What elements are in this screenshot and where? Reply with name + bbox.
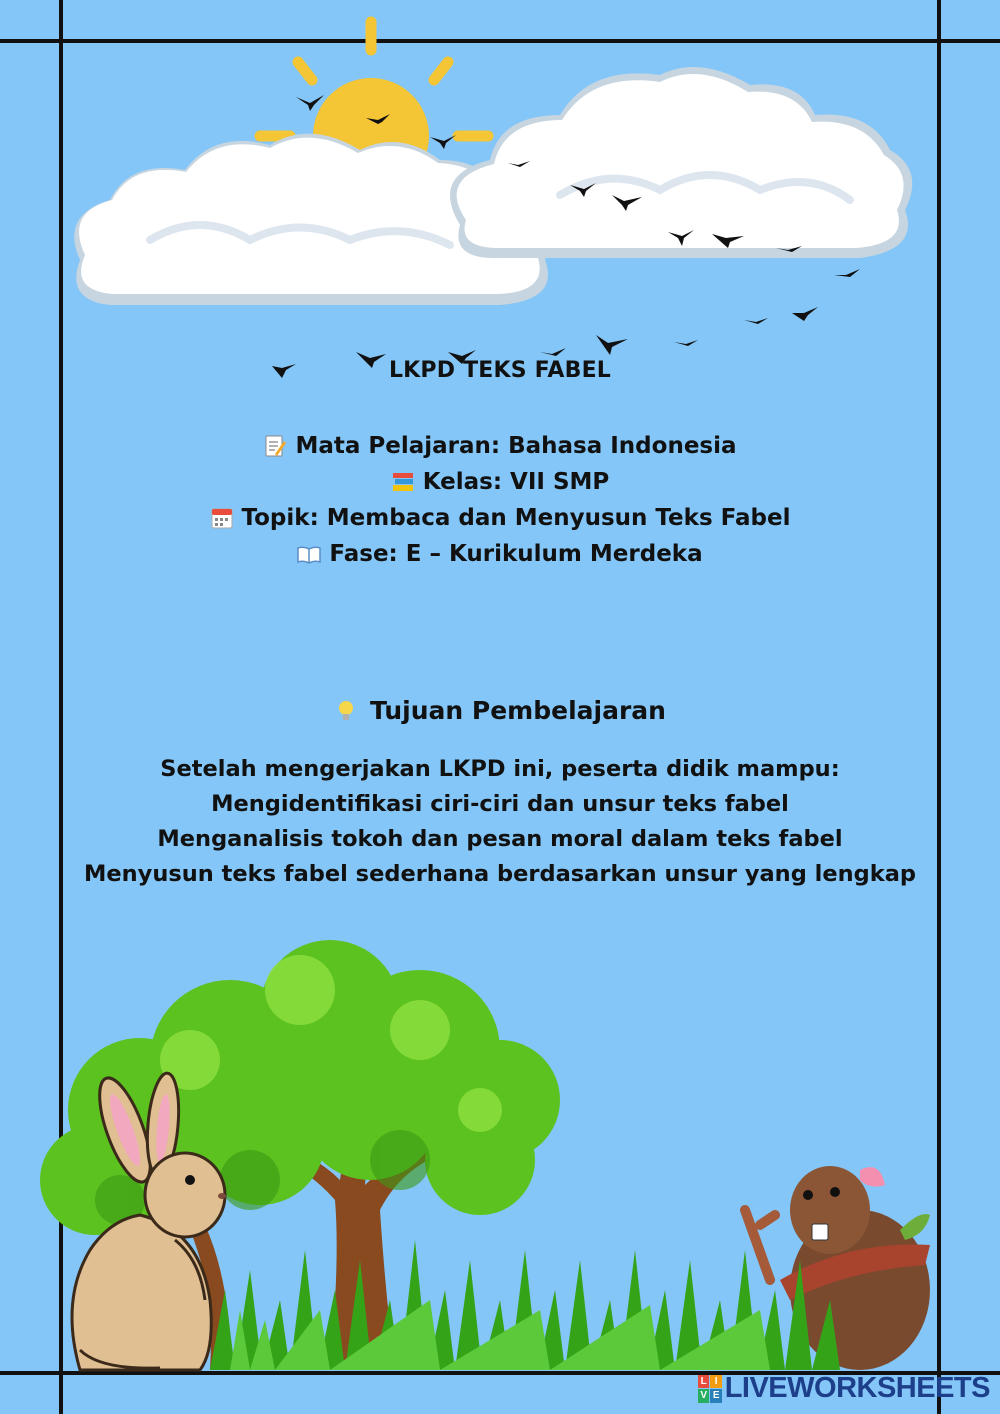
info-class-text: Kelas: VII SMP [422, 469, 610, 495]
info-phase-text: Fase: E – Kurikulum Merdeka [329, 541, 703, 567]
info-topic-text: Topik: Membaca dan Menyusun Teks Fabel [241, 505, 791, 531]
liveworksheets-logo-icon [698, 1375, 722, 1403]
objective-item: Menganalisis tokoh dan pesan moral dalam teks fabel [157, 826, 843, 852]
calendar-icon [210, 506, 234, 530]
logo-letter: V [698, 1389, 710, 1403]
open-book-icon [297, 542, 321, 566]
objectives-list [0, 752, 1000, 892]
books-icon [391, 470, 415, 494]
cloud-right [450, 67, 912, 258]
info-subject-text: Mata Pelajaran: Bahasa Indonesia [295, 433, 737, 459]
logo-letter: I [710, 1375, 722, 1389]
info-row-class [0, 464, 1000, 500]
info-row-phase [0, 536, 1000, 572]
objective-item: Mengidentifikasi ciri-ciri dan unsur teks fabel [211, 791, 789, 817]
objectives-heading-text: Tujuan Pembelajaran [370, 696, 666, 725]
memo-icon [263, 434, 287, 458]
objective-item: Menyusun teks fabel sederhana berdasarkan unsur yang lengkap [83, 861, 916, 887]
worksheet-title: LKPD TEKS FABEL [388, 358, 612, 383]
info-row-subject [0, 428, 1000, 464]
light-bulb-icon [334, 699, 358, 723]
objectives-heading [0, 696, 1000, 725]
logo-letter: L [698, 1375, 710, 1389]
grass-illustration [210, 1240, 840, 1370]
liveworksheets-brand-name: LIVEWORKSHEETS [724, 1372, 990, 1404]
info-row-topic [0, 500, 1000, 536]
objectives-intro: Setelah mengerjakan LKPD ini, peserta didik mampu: [160, 756, 840, 782]
logo-letter: E [710, 1389, 722, 1403]
info-block [0, 428, 1000, 572]
liveworksheets-brand [698, 1372, 990, 1405]
